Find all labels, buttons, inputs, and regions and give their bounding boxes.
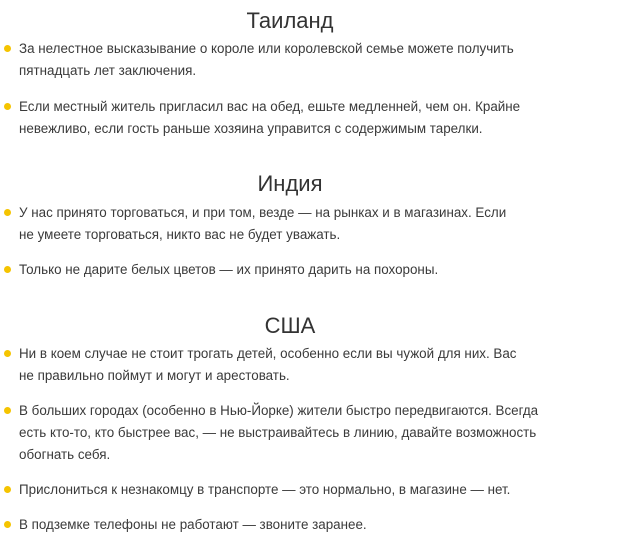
bullet-dot-icon <box>4 103 11 110</box>
list-item <box>4 514 594 536</box>
list-item <box>4 479 594 501</box>
list-item <box>4 38 594 82</box>
bullet-dot-icon <box>4 209 11 216</box>
list-item <box>4 202 594 246</box>
list-item <box>4 96 594 140</box>
list-item-text: Прислониться к незнакомцу в транспорте — это нормально, в магазине — нет. <box>19 482 511 497</box>
list-item-text: В подземке телефоны не работают — звоните заранее. <box>19 517 367 532</box>
list-item-text: Если местный житель пригласил вас на обед, ешьте медленней, чем он. Крайне невежливо, если гость раньше хозяина управится с содержимым тарелки. <box>19 99 521 136</box>
list-item-text: В больших городах (особенно в Нью-Йорке) жители быстро передвигаются. Всегда есть кто-то, кто быстрее вас, — не выстраивайтесь в линию, давайте возможность обогнать себя. <box>19 403 539 462</box>
section-title-india: Индия <box>257 171 323 196</box>
list-item <box>4 259 594 281</box>
bullet-dot-icon <box>4 407 11 414</box>
list-item-text: Ни в коем случае не стоит трогать детей, особенно если вы чужой для них. Вас не правильно поймут и могут и арестовать. <box>19 346 517 383</box>
list-item <box>4 343 594 387</box>
list-item-text: У нас принято торговаться, и при том, везде — на рынках и в магазинах. Если не умеете торговаться, никто вас не будет уважать. <box>19 205 507 242</box>
list-item <box>4 400 594 466</box>
bullet-dot-icon <box>4 486 11 493</box>
bullet-dot-icon <box>4 266 11 273</box>
section-title-usa: США <box>264 313 316 338</box>
bullet-dot-icon <box>4 521 11 528</box>
bullet-dot-icon <box>4 45 11 52</box>
bullet-dot-icon <box>4 350 11 357</box>
section-title-thailand: Таиланд <box>246 8 334 33</box>
list-item-text: Только не дарите белых цветов — их принято дарить на похороны. <box>19 262 439 277</box>
list-item-text: За нелестное высказывание о короле или королевской семье можете получить пятнадцать лет заключения. <box>19 41 514 78</box>
